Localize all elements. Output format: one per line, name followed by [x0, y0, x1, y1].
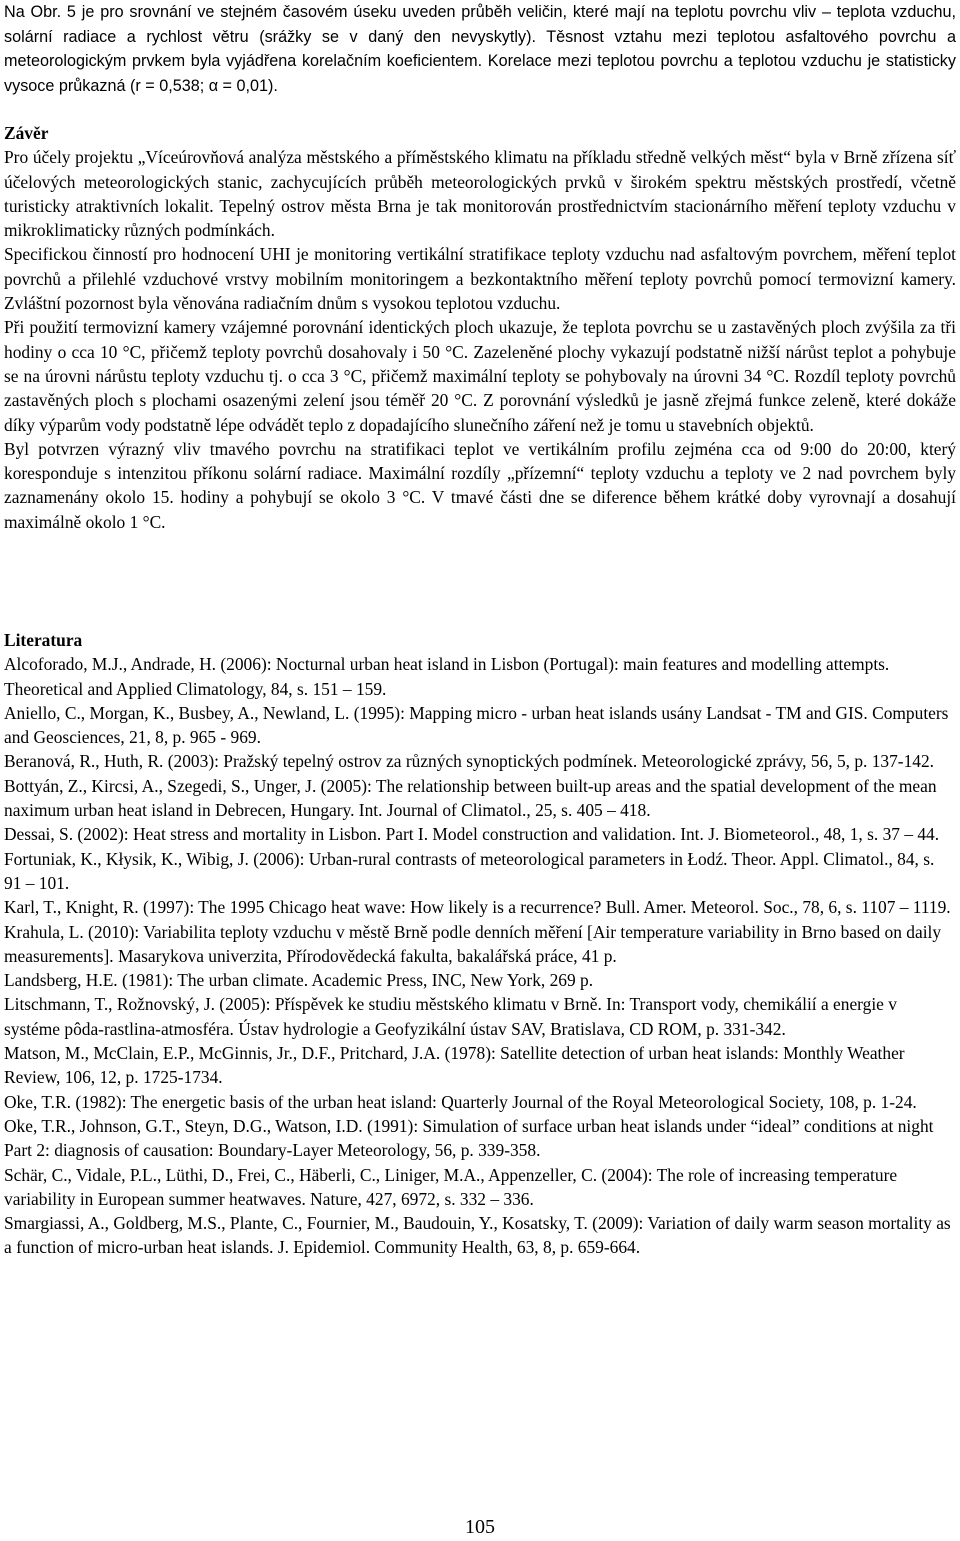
reference-item: Schär, C., Vidale, P.L., Lüthi, D., Frei, C., Häberli, C., Liniger, M.A., Appenzeller, C. (2004): The role of increasing temperature variability in European summer heatwaves. Nature, 427, 6972, s. 332 – 336.: [4, 1164, 898, 1209]
reference-item: Fortuniak, K., Kłysik, K., Wibig, J. (2006): Urban-rural contrasts of meteorological parameters in Łodź. Theor. Appl. Climatol., 84, s. 91 – 101.: [4, 848, 935, 893]
reference-item: Beranová, R., Huth, R. (2003): Pražský tepelný ostrov za různých synoptických podmínek. Meteorologické zprávy, 56, 5, p. 137-142.: [4, 751, 935, 772]
conclusion-paragraph: Pro účely projektu „Víceúrovňová analýza městského a příměstského klimatu na příkladu středně velkých měst“ byla v Brně zřízena síť účelových meteorologických stanic, zachycujících průběh meteorologických prvků v širokém spektru městských prostředí, včetně turisticky atraktivních lokalit. Tepelný ostrov města Brna je tak monitorován prostřednictvím stacionárního měření teploty vzduchu v mikroklimaticky různých podmínkách.: [4, 147, 956, 241]
intro-section: [4, 0, 956, 98]
literature-section: [4, 628, 956, 1260]
reference-item: Bottyán, Z., Kircsi, A., Szegedi, S., Unger, J. (2005): The relationship between built-up areas and the spatial development of the mean naximum urban heat island in Debrecen, Hungary. Int. Journal of Climatol., 25, s. 405 – 418.: [4, 775, 937, 821]
reference-list: [4, 652, 956, 1259]
reference-item: Litschmann, T., Rožnovský, J. (2005): Příspěvek ke studiu městského klimatu v Brně. In: Transport vody, chemikálií a energie v systéme pôda-rastlina-atmosféra. Ústav hydrologie a Geofyzikální ústav SAV, Bratislava, CD ROM, p. 331-342.: [4, 994, 897, 1039]
reference-item: Landsberg, H.E. (1981): The urban climate. Academic Press, INC, New York, 269 p.: [4, 970, 594, 991]
reference-item: Aniello, C., Morgan, K., Busbey, A., Newland, L. (1995): Mapping micro - urban heat islands usány Landsat - TM and GIS. Computers and Geosciences, 21, 8, p. 965 - 969.: [4, 702, 949, 748]
reference-item: Smargiassi, A., Goldberg, M.S., Plante, C., Fournier, M., Baudouin, Y., Kosatsky, T. (2009): Variation of daily warm season mortality as a function of micro-urban heat islands. J. Epidemiol. Community Health, 63, 8, p. 659-664.: [4, 1213, 951, 1258]
conclusion-section: [4, 121, 956, 534]
literature-heading: Literatura: [4, 630, 83, 650]
page-number: 105: [465, 1516, 495, 1538]
intro-paragraph: Na Obr. 5 je pro srovnání ve stejném časovém úseku uveden průběh veličin, které mají na teplotu povrchu vliv – teplota vzduchu, solární radiace a rychlost větru (srážky se v daný den nevyskytly). Těsnost vztahu mezi teplotou asfaltového povrchu a meteorologickým prvkem byla vyjádřena korelačním koeficientem. Korelace mezi teplotou povrchu a teplotou vzduchu je statisticky vysoce průkazná (r = 0,538; α = 0,01).: [4, 3, 956, 95]
reference-item: Alcoforado, M.J., Andrade, H. (2006): Nocturnal urban heat island in Lisbon (Portugal): main features and modelling attempts. Theoretical and Applied Climatology, 84, s. 151 – 159.: [4, 654, 890, 699]
conclusion-paragraph: Byl potvrzen výrazný vliv tmavého povrchu na stratifikaci teplot ve vertikálním profilu zejména cca od 9:00 do 20:00, který koresponduje s intenzitou příkonu solární radiace. Maximální rozdíly „přízemní“ teploty vzduchu a teploty ve 2 nad povrchem byly zaznamenány okolo 15. hodiny a pohybují se okolo 3 °C. V tmavé části dne se diference během krátké doby vyrovnají a dosahují maximálně okolo 1 °C.: [4, 438, 956, 532]
conclusion-heading: Závěr: [4, 123, 49, 143]
conclusion-paragraph: Při použití termovizní kamery vzájemné porovnání identických ploch ukazuje, že teplota povrchu se u zastavěných ploch zvýšila za tři hodiny o cca 10 °C, přičemž teploty povrchů dosahovaly i 50 °C. Zazeleněné plochy vykazují podstatně nižší nárůst teplot a pohybuje se na úrovni nárůstu teploty vzduchu tj. o cca 3 °C, přičemž maximální teploty se pohybovaly na úrovni 34 °C. Rozdíl teploty povrchů zastavěných ploch s plochami osazenými zelení jsou téměř 20 °C. Z porovnání výsledků je jasně zřejmá funkce zeleně, které dokáže díky výparům vody podstatně lépe odvádět teplo z dopadajícího slunečního záření než je tomu u stavebních objektů.: [4, 317, 956, 435]
reference-item: Oke, T.R., Johnson, G.T., Steyn, D.G., Watson, I.D. (1991): Simulation of surface urban heat islands under “ideal” conditions at night Part 2: diagnosis of causation: Boundary-Layer Meteorology, 56, p. 339-358.: [4, 1115, 934, 1161]
reference-item: Matson, M., McClain, E.P., McGinnis, Jr., D.F., Pritchard, J.A. (1978): Satellite detection of urban heat islands: Monthly Weather Review, 106, 12, p. 1725-1734.: [4, 1043, 905, 1088]
conclusion-paragraph: Specifickou činností pro hodnocení UHI je monitoring vertikální stratifikace teploty vzduchu nad asfaltovým povrchem, měření teplot povrchů a přilehlé vzduchové vrstvy mobilním monitoringem a bezkontaktního měření teploty povrchů pomocí termovizní kamery. Zvláštní pozornost byla věnována radiačním dnům s vysokou teplotou vzduchu.: [4, 244, 956, 314]
reference-item: Krahula, L. (2010): Variabilita teploty vzduchu v městě Brně podle denních měření [Air temperature variability in Brno based on daily measurements]. Masarykova univerzita, Přírodovědecká fakulta, bakalářská práce, 41 p.: [4, 921, 942, 966]
reference-item: Oke, T.R. (1982): The energetic basis of the urban heat island: Quarterly Journal of the Royal Meteorological Society, 108, p. 1-24.: [4, 1091, 917, 1112]
reference-item: Karl, T., Knight, R. (1997): The 1995 Chicago heat wave: How likely is a recurrence? Bull. Amer. Meteorol. Soc., 78, 6, s. 1107 – 1119.: [4, 897, 951, 918]
reference-item: Dessai, S. (2002): Heat stress and mortality in Lisbon. Part I. Model construction and validation. Int. J. Biometeorol., 48, 1, s. 37 – 44.: [4, 824, 940, 845]
